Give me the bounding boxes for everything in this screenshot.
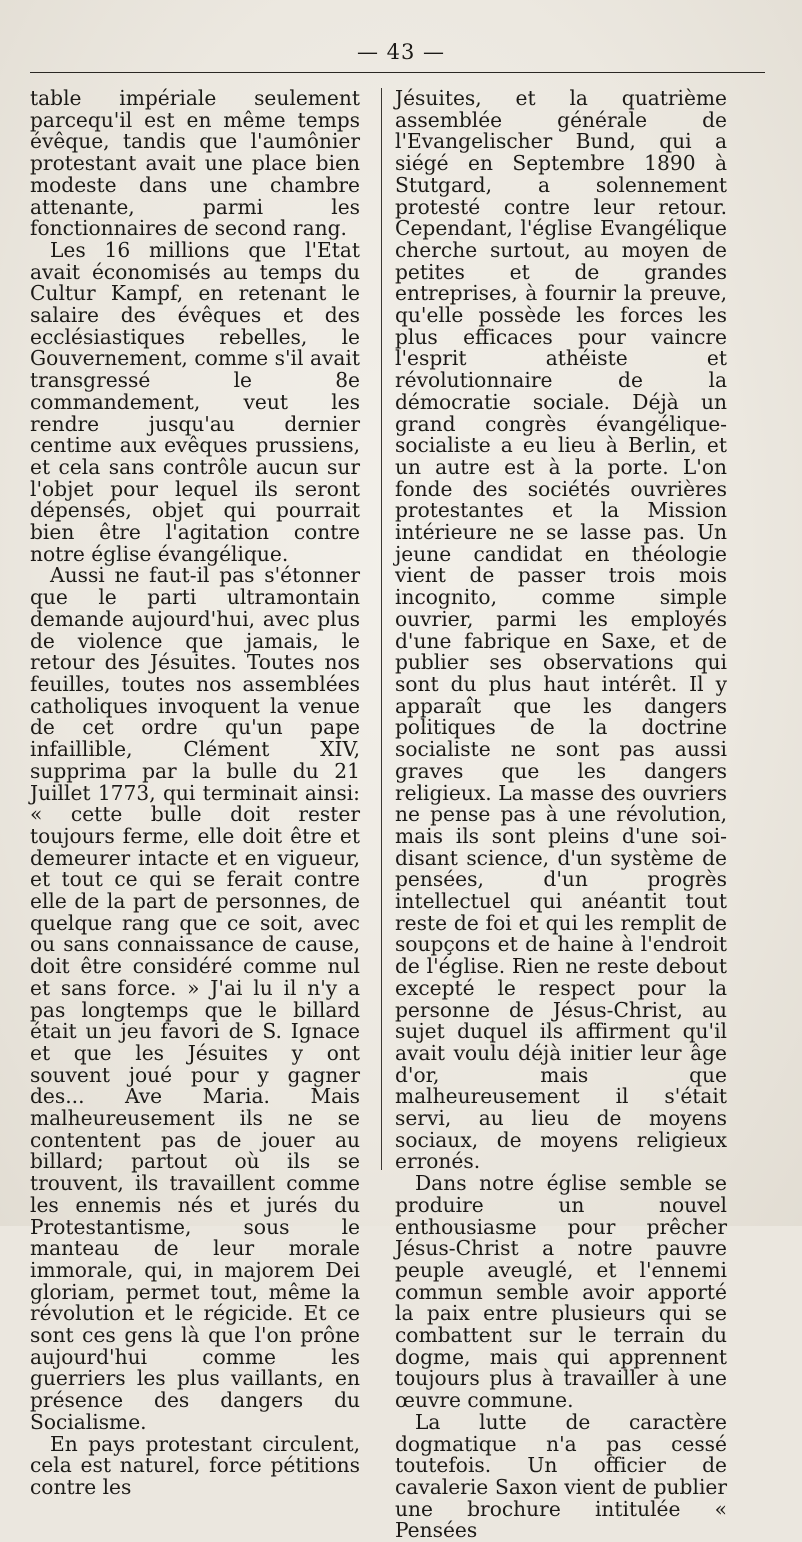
right-column	[395, 88, 727, 1542]
header-rule	[30, 72, 765, 73]
paragraph: Dans notre église semble se produire un nouvel enthousiasme pour prêcher Jésus-Christ a notre pauvre peuple aveuglé, et l'ennemi commun semble avoir apporté la paix entre plusieurs qui se combattent sur le terrain du dogme, mais qui apprennent toujours plus à travailler à une œuvre commune.	[395, 1171, 727, 1413]
paragraph: La lutte de caractère dogmatique n'a pas cessé toutefois. Un officier de cavalerie Saxon vient de publier une brochure intitulée « Pensées	[395, 1409, 727, 1542]
paragraph: En pays protestant circulent, cela est naturel, force pétitions contre les	[30, 1431, 360, 1499]
column-divider	[381, 88, 382, 1170]
page-number: — 43 —	[356, 40, 446, 64]
paragraph: Les 16 millions que l'Etat avait économisés au temps du Cultur Kampf, en retenant le salaire des évêques et des ecclésiastiques rebelles, le Gouvernement, comme s'il avait transgressé le 8e commandement, veut les rendre jusqu'au dernier centime aux evêques prussiens, et cela sans contrôle aucun sur l'objet pour lequel ils seront dépensés, objet qui pourrait bien être l'agitation contre notre église évangélique.	[30, 237, 360, 566]
paragraph: table impériale seulement parcequ'il est en même temps évêque, tandis que l'aumônier protestant avait une place bien modeste dans une chambre attenante, parmi les fonctionnaires de second rang.	[30, 86, 360, 241]
paragraph: Jésuites, et la quatrième assemblée générale de l'Evangelischer Bund, qui a siégé en Septembre 1890 à Stutgard, a solennement protesté contre leur retour. Cependant, l'église Evangélique cherche surtout, au moyen de petites et de grandes entreprises, à fournir la preuve, qu'elle possède les forces les plus efficaces pour vaincre l'esprit athéiste et révolutionnaire de la démocratie sociale. Déjà un grand congrès évangélique-socialiste a eu lieu à Berlin, et un autre est à la porte. L'on fonde des sociétés ouvrières protestantes et la Mission intérieure ne se lasse pas. Un jeune candidat en théologie vient de passer trois mois incognito, comme simple ouvrier, parmi les employés d'une fabrique en Saxe, et de publier ses observations qui sont du plus haut intérêt. Il y apparaît que les dangers politiques de la doctrine socialiste ne sont pas aussi graves que les dangers religieux. La masse des ouvriers ne pense pas à une révolution, mais ils sont pleins d'une soi-disant science, d'un système de pensées, d'un progrès intellectuel qui anéantit tout reste de foi et qui les remplit de soupçons et de haine à l'endroit de l'église. Rien ne reste debout excepté le respect pour la personne de Jésus-Christ, au sujet duquel ils affirment qu'il avait voulu déjà initier leur âge d'or, mais que malheureusement il s'était servi, au lieu de moyens sociaux, de moyens religieux erronés.	[395, 86, 727, 1174]
paragraph: Aussi ne faut-il pas s'étonner que le parti ultramontain demande aujourd'hui, avec plus de violence que jamais, le retour des Jésuites. Toutes nos feuilles, toutes nos assemblées catholiques invoquent la venue de cet ordre qu'un pape infaillible, Clément XIV, supprima par la bulle du 21 Juillet 1773, qui terminait ainsi: « cette bulle doit rester toujours ferme, elle doit être et demeurer intacte et en vigueur, et tout ce qui se ferait contre elle de la part de personnes, de quelque rang que ce soit, avec ou sans connaissance de cause, doit être considéré comme nul et sans force. » J'ai lu il n'y a pas longtemps que le billard était un jeu favori de S. Ignace et que les Jésuites y ont souvent joué pour y gagner des... Ave Maria. Mais malheureusement ils ne se contentent pas de jouer au billard; partout où ils se trouvent, ils travaillent comme les ennemis nés et jurés du Protestantisme, sous le manteau de leur morale immorale, qui, in majorem Dei gloriam, permet tout, même la révolution et le régicide. Et ce sont ces gens là que l'on prône aujourd'hui comme les guerriers les plus vaillants, en présence des dangers du Socialisme.	[30, 563, 360, 1434]
left-column	[30, 88, 360, 1499]
